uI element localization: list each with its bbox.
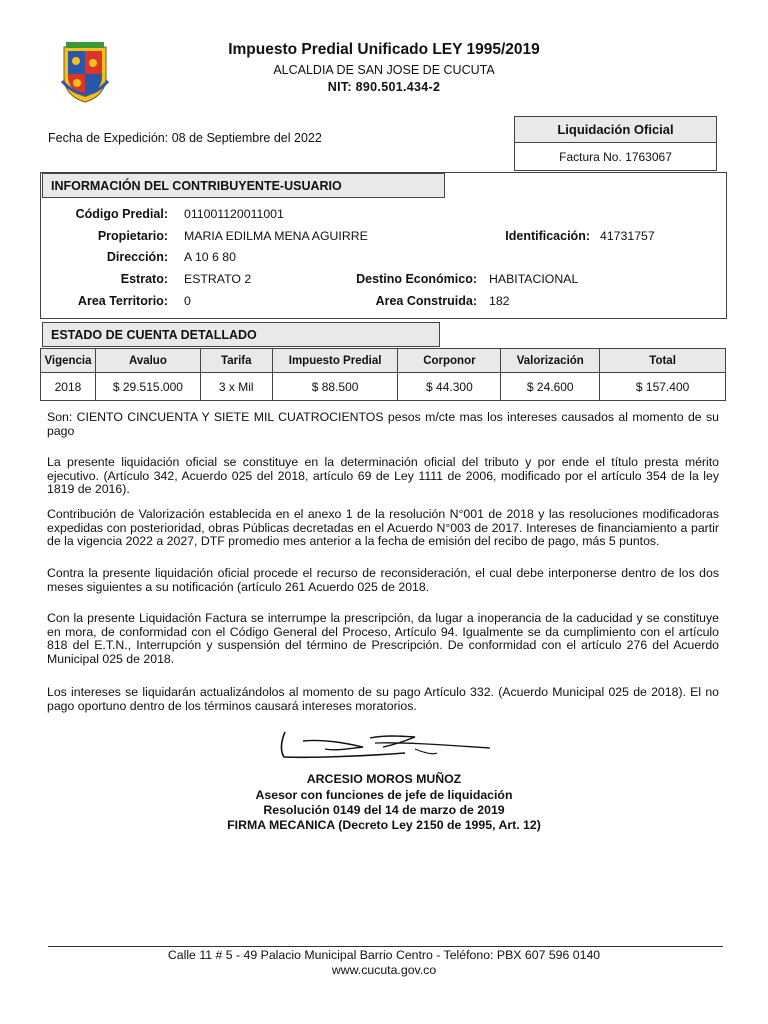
area-construida-label: Area Construida: — [375, 294, 477, 308]
paragraph-recurso: Contra la presente liquidación oficial procede el recurso de reconsideración, el cual debe interponerse dentro de los dos meses siguientes a su notificación (artículo 261 Acuerdo 025 de 2018. — [47, 566, 719, 594]
table-header-row — [41, 349, 726, 373]
estado-cuenta-section-title: ESTADO DE CUENTA DETALLADO — [42, 322, 440, 347]
nit-number: NIT: 890.501.434-2 — [327, 80, 441, 94]
signer-resolucion: Resolución 0149 del 14 de marzo de 2019 — [263, 803, 505, 817]
firma-mecanica: FIRMA MECANICA (Decreto Ley 2150 de 1995, Art. 12) — [227, 818, 541, 832]
signer-name: ARCESIO MOROS MUÑOZ — [306, 772, 462, 786]
header-corponor: Corponor — [398, 349, 501, 373]
paragraph-valorizacion: Contribución de Valorización establecida en el anexo 1 de la resolución N°001 de 2018 y las resoluciones modificadoras expedidas con posterioridad, obras Públicas decretadas en el Acuerdo N°003 de 2017. Intereses de financiamiento a partir de la vigencia 2022 a 2027, DTF promedio mes anterior a la fecha de emisión del recibo de pago, más 5 puntos. — [47, 507, 719, 549]
footer-divider — [48, 946, 723, 947]
cell-avaluo: $ 29.515.000 — [95, 373, 200, 401]
header-impuesto-predial: Impuesto Predial — [272, 349, 398, 373]
direccion-value: A 10 6 80 — [184, 250, 236, 264]
paragraph-intereses: Los intereses se liquidarán actualizándolos al momento de su pago Artículo 332. (Acuerdo Municipal 025 de 2018). El no pago oportuno dentro de los términos causará intereses moratorios. — [47, 685, 719, 713]
cell-impuesto-predial: $ 88.500 — [272, 373, 398, 401]
estrato-value: ESTRATO 2 — [184, 272, 252, 286]
area-territorio-value: 0 — [184, 294, 191, 308]
document-title: Impuesto Predial Unificado LEY 1995/2019 — [228, 41, 540, 58]
direccion-label: Dirección: — [106, 250, 168, 264]
codigo-predial-label: Código Predial: — [75, 207, 168, 221]
son-amount-text: Son: CIENTO CINCUENTA Y SIETE MIL CUATROCIENTOS pesos m/cte mas los intereses causados al momento de su pago — [47, 410, 719, 438]
area-territorio-label: Area Territorio: — [77, 294, 168, 308]
table-row — [41, 373, 726, 401]
contribuyente-section-title: INFORMACIÓN DEL CONTRIBUYENTE-USUARIO — [42, 173, 445, 198]
paragraph-prescripcion: Con la presente Liquidación Factura se interrumpe la prescripción, da lugar a inoperancia de la caducidad y se constituye en mora, de conformidad con el Código General del Proceso, Artículo 94. Igualmente se da cumplimiento con el artículo 818 del E.T.N., Interrupción y suspensión del término de Prescripción. De conformidad con el artículo 276 del Acuerdo Municipal 025 de 2018. — [47, 611, 719, 666]
header-avaluo: Avaluo — [95, 349, 200, 373]
codigo-predial-value: 011001120011001 — [184, 207, 284, 221]
footer-website: www.cucuta.gov.co — [331, 963, 437, 977]
estado-cuenta-table — [40, 348, 726, 401]
header-tarifa: Tarifa — [200, 349, 272, 373]
destino-economico-value: HABITACIONAL — [489, 272, 579, 286]
cell-valorizacion: $ 24.600 — [501, 373, 600, 401]
factura-number: Factura No. 1763067 — [514, 142, 717, 171]
header-valorizacion: Valorización — [501, 349, 600, 373]
footer-address: Calle 11 # 5 - 49 Palacio Municipal Barrio Centro - Teléfono: PBX 607 596 0140 — [167, 948, 601, 962]
cell-vigencia: 2018 — [41, 373, 96, 401]
cell-tarifa: 3 x Mil — [200, 373, 272, 401]
cell-corponor: $ 44.300 — [398, 373, 501, 401]
propietario-label: Propietario: — [97, 229, 168, 243]
estrato-label: Estrato: — [120, 272, 168, 286]
signer-role: Asesor con funciones de jefe de liquidación — [255, 788, 513, 802]
header-total: Total — [600, 349, 726, 373]
area-construida-value: 182 — [489, 294, 510, 308]
identificacion-value: 41731757 — [600, 229, 655, 243]
fecha-expedicion: Fecha de Expedición: 08 de Septiembre del 2022 — [48, 131, 322, 145]
paragraph-titulo-ejecutivo: La presente liquidación oficial se constituye en la determinación oficial del tributo y por ende el título presta mérito ejecutivo. (Artículo 342, Acuerdo 025 del 2018, artículo 69 de Ley 1111 de 2006, modificado por el artículo 354 de la ley 1819 de 2016). — [47, 455, 719, 497]
liquidacion-title: Liquidación Oficial — [514, 116, 717, 143]
identificacion-label: Identificación: — [505, 229, 590, 243]
cell-total: $ 157.400 — [600, 373, 726, 401]
handwritten-signature — [275, 729, 495, 769]
propietario-value: MARIA EDILMA MENA AGUIRRE — [184, 229, 368, 243]
destino-economico-label: Destino Económico: — [356, 272, 477, 286]
alcaldia-name: ALCALDIA DE SAN JOSE DE CUCUTA — [273, 63, 495, 77]
header-vigencia: Vigencia — [41, 349, 96, 373]
